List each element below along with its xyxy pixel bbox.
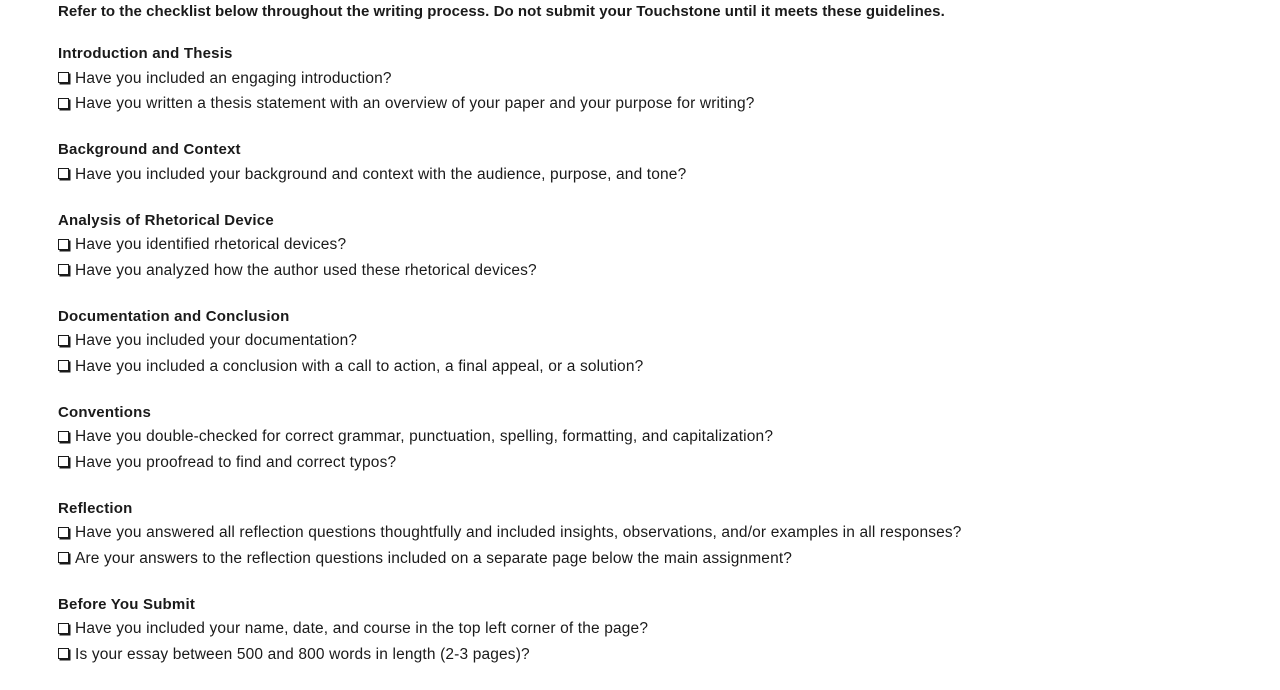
checkbox-icon [58,431,69,442]
checklist-item-text: Have you included your name, date, and course in the top left corner of the page? [75,620,649,638]
checklist-item [58,354,1280,380]
checklist-item-text: Have you proofread to find and correct typos? [75,453,397,471]
checklist-item [58,642,1280,668]
checklist-item [58,425,1280,451]
checklist-item-text: Have you included a conclusion with a call to action, a final appeal, or a solution? [75,357,644,375]
checklist-item [58,450,1280,476]
checklist-intro: Refer to the checklist below throughout the writing process. Do not submit your Touchstone until it meets these guidelines. [58,3,945,20]
section-heading: Introduction and Thesis [58,45,233,62]
checklist-section [58,305,1280,380]
checkbox-icon [58,98,69,109]
section-heading: Conventions [58,403,152,421]
checklist-item-text: Is your essay between 500 and 800 words in length (2-3 pages)? [75,645,530,663]
checklist-item [58,546,1280,572]
checklist-sections [58,42,1280,668]
section-heading: Documentation and Conclusion [58,307,290,325]
checkbox-icon [58,72,69,83]
checklist-item-text: Have you included your documentation? [75,332,358,350]
checklist-item [58,329,1280,355]
checklist-item [58,617,1280,643]
checklist-item [58,233,1280,259]
checklist-section [58,138,1280,188]
checklist-section [58,497,1280,572]
checklist-item-text: Have you written a thesis statement with an overview of your paper and your purpose for writing? [75,95,755,113]
checklist-page [58,0,1280,668]
checklist-section [58,401,1280,476]
checkbox-icon [58,456,69,467]
checklist-item-text: Have you double-checked for correct grammar, punctuation, spelling, formatting, and capitalization? [75,428,774,446]
checkbox-icon [58,648,69,659]
checklist-item [58,521,1280,547]
section-heading: Reflection [58,499,133,517]
checklist-item-text: Have you included your background and context with the audience, purpose, and tone? [75,165,687,183]
checklist-section [58,593,1280,668]
checklist-item [58,92,1280,118]
section-heading: Background and Context [58,141,241,158]
checklist-section [58,209,1280,284]
checkbox-icon [58,552,69,563]
checkbox-icon [58,623,69,634]
section-heading: Before You Submit [58,595,196,613]
checklist-item-text: Have you analyzed how the author used these rhetorical devices? [75,261,537,279]
checkbox-icon [58,360,69,371]
checklist-item [58,258,1280,284]
section-heading: Analysis of Rhetorical Device [58,211,274,229]
checklist-item-text: Have you identified rhetorical devices? [75,236,347,254]
checklist-item [58,66,1280,92]
checklist-item-text: Are your answers to the reflection questions included on a separate page below the main assignment? [75,549,793,567]
checkbox-icon [58,335,69,346]
checkbox-icon [58,239,69,250]
checkbox-icon [58,168,69,179]
checkbox-icon [58,264,69,275]
checkbox-icon [58,527,69,538]
checklist-section [58,42,1280,117]
checklist-item-text: Have you answered all reflection questions thoughtfully and included insights, observations, and/or examples in all responses? [75,524,962,542]
checklist-item [58,162,1280,188]
checklist-item-text: Have you included an engaging introduction? [75,69,392,87]
